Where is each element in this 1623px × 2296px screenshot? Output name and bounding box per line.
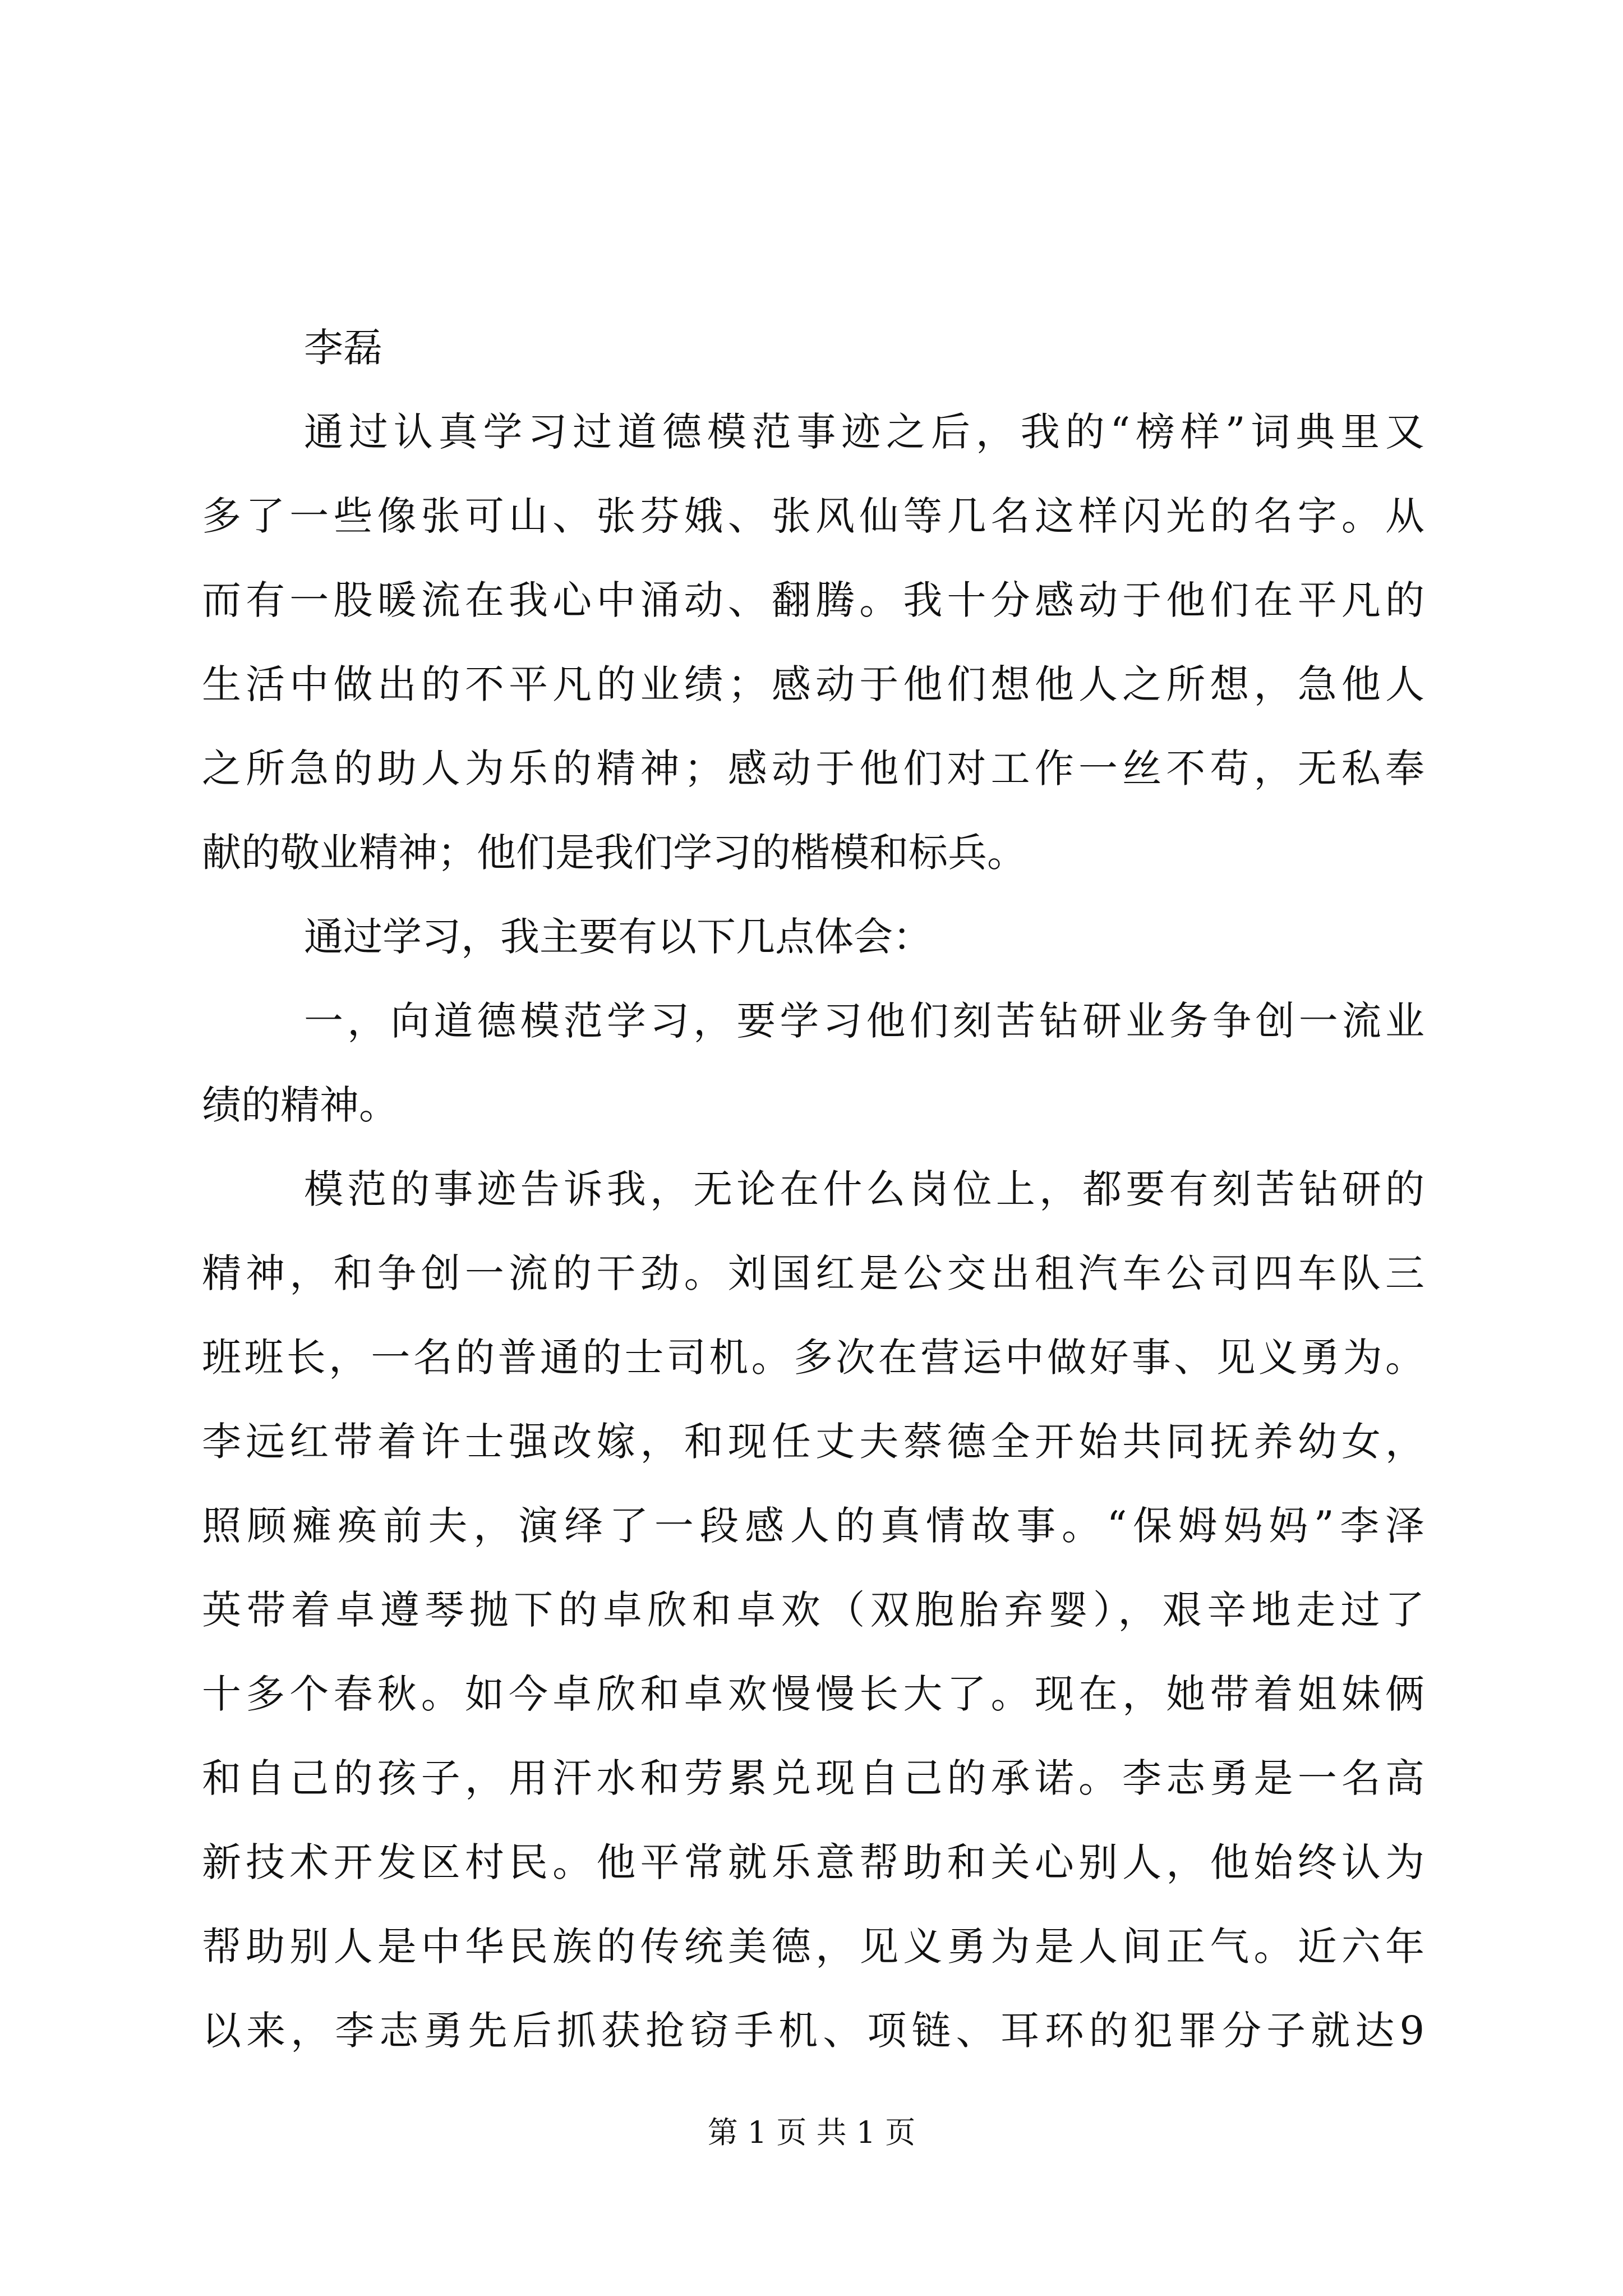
paragraph-line: 之所急的助人为乐的精神；感动于他们对工作一丝不苟，无私奉	[202, 746, 1424, 792]
paragraph-1	[202, 390, 1424, 895]
paragraph-3	[202, 979, 1424, 1147]
document-body	[202, 306, 1424, 2073]
paragraph-line: 新技术开发区村民。他平常就乐意帮助和关心别人，他始终认为	[202, 1839, 1424, 1885]
paragraph-line: 帮助别人是中华民族的传统美德，见义勇为是人间正气。近六年	[202, 1924, 1424, 1970]
paragraph-line: 班班长，一名的普通的士司机。多次在营运中做好事、见义勇为。	[202, 1335, 1424, 1381]
paragraph-line: 精神，和争创一流的干劲。刘国红是公交出租汽车公司四车队三	[202, 1250, 1424, 1296]
paragraph-line: 以来，李志勇先后抓获抢窃手机、项链、耳环的犯罪分子就达9	[202, 2008, 1424, 2054]
paragraph-line: 十多个春秋。如今卓欣和卓欢慢慢长大了。现在，她带着姐妹俩	[202, 1671, 1424, 1717]
paragraph-line: 献的敬业精神；他们是我们学习的楷模和标兵。	[202, 830, 1026, 876]
paragraph-line: 多了一些像张可山、张芬娥、张风仙等几名这样闪光的名字。从	[202, 493, 1424, 539]
paragraph-line: 绩的精神。	[202, 1082, 398, 1128]
paragraph-line: 通过学习，我主要有以下几点体会：	[304, 914, 932, 960]
paragraph-line: 英带着卓遵琴抛下的卓欣和卓欢（双胞胎弃婴），艰辛地走过了	[202, 1587, 1424, 1633]
author-name: 李磊	[304, 325, 382, 371]
paragraph-2	[202, 895, 1424, 979]
paragraph-line: 一，向道德模范学习，要学习他们刻苦钻研业务争创一流业	[304, 998, 1424, 1044]
paragraph-line: 和自己的孩子，用汗水和劳累兑现自己的承诺。李志勇是一名高	[202, 1755, 1424, 1801]
paragraph-line: 李远红带着许士强改嫁，和现任丈夫蔡德全开始共同抚养幼女，	[202, 1419, 1424, 1465]
paragraph-4	[202, 1147, 1424, 2073]
paragraph-line: 照顾瘫痪前夫，演绎了一段感人的真情故事。“保姆妈妈”李泽	[202, 1503, 1424, 1549]
paragraph-line: 而有一股暖流在我心中涌动、翻腾。我十分感动于他们在平凡的	[202, 577, 1424, 623]
paragraph-line: 通过认真学习过道德模范事迹之后，我的“榜样”词典里又	[304, 409, 1424, 455]
paragraph-line: 生活中做出的不平凡的业绩；感动于他们想他人之所想，急他人	[202, 661, 1424, 707]
page-footer: 第 1 页 共 1 页	[707, 2115, 916, 2150]
paragraph-line: 模范的事迹告诉我，无论在什么岗位上，都要有刻苦钻研的	[304, 1166, 1424, 1212]
